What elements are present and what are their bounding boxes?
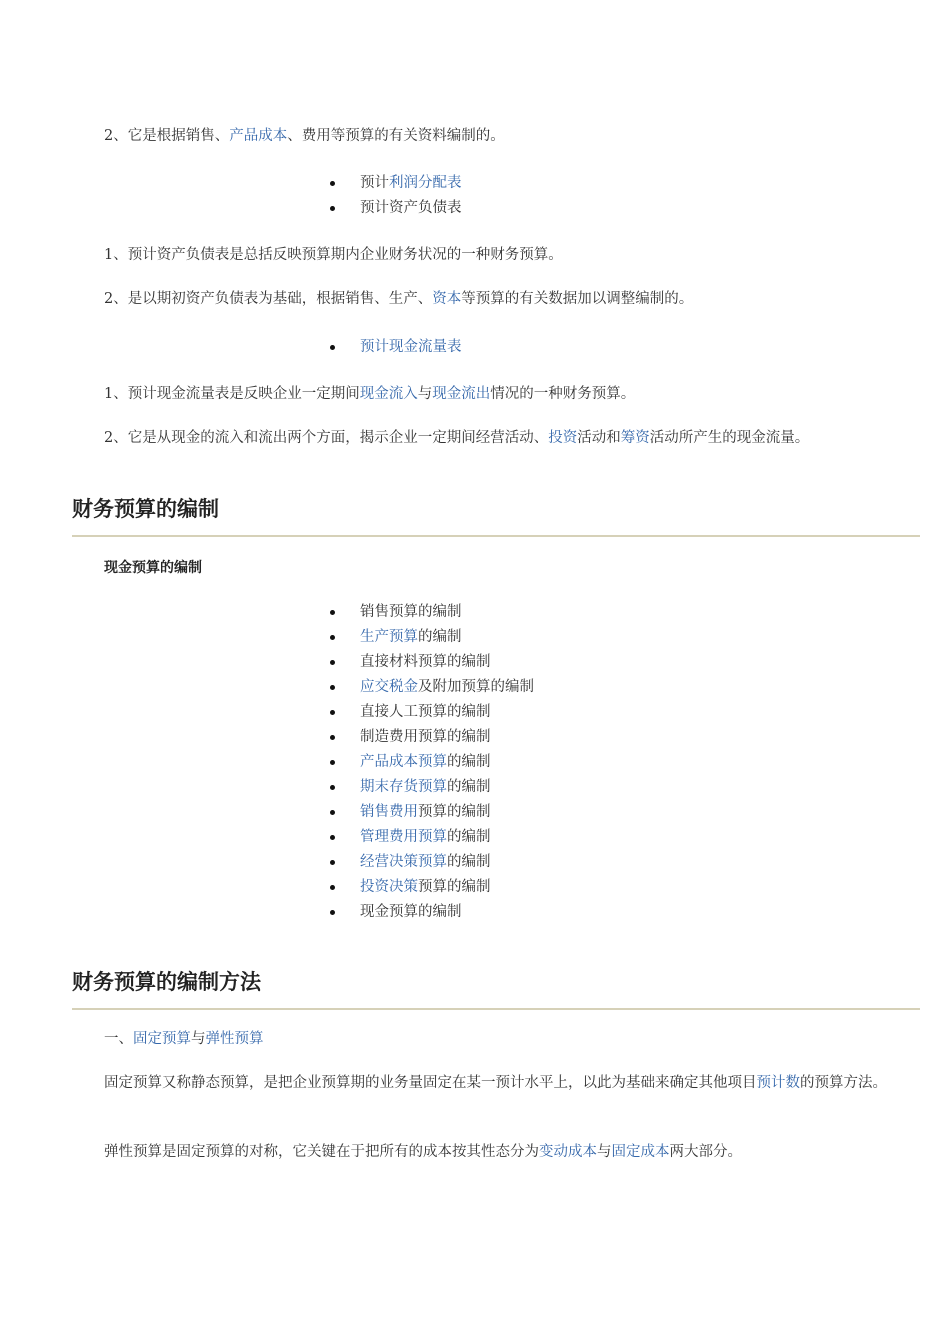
list-item — [328, 875, 534, 900]
text-run: 预计资产负债表 — [360, 200, 462, 216]
paragraph-flexible-budget — [72, 1140, 920, 1165]
text-run: 直接人工预算的编制 — [360, 704, 491, 720]
list-item — [328, 725, 534, 750]
text-run: 的编制 — [447, 754, 491, 770]
paragraph-balance-sheet-basis — [72, 287, 920, 312]
bullet-list-budget-items — [328, 600, 534, 925]
inline-link[interactable]: 现金流出 — [432, 386, 491, 402]
paragraph-cashflow-scope — [72, 426, 920, 451]
inline-link[interactable]: 利润分配表 — [389, 175, 462, 191]
inline-link[interactable]: 期末存货预算 — [360, 779, 447, 795]
list-item — [328, 675, 534, 700]
inline-link[interactable]: 筹资 — [620, 430, 650, 446]
bullet-list-budget-forms — [328, 171, 462, 221]
paragraph-budget-basis — [72, 124, 920, 149]
list-item — [328, 335, 462, 360]
list-item — [328, 825, 534, 850]
inline-link[interactable]: 管理费用预算 — [360, 829, 447, 845]
paragraph-balance-sheet-def: 1、预计资产负债表是总括反映预算期内企业财务状况的一种财务预算。 — [104, 247, 563, 263]
list-item — [328, 850, 534, 875]
text-run: 及附加预算的编制 — [418, 679, 534, 695]
inline-link[interactable]: 变动成本 — [539, 1144, 597, 1160]
inline-link[interactable]: 预计数 — [756, 1075, 800, 1091]
section-heading-budget-compilation: 财务预算的编制 — [72, 493, 920, 537]
text-run: 的编制 — [447, 829, 491, 845]
text-run: 与 — [597, 1144, 612, 1160]
bullet-list-cashflow — [328, 335, 462, 360]
text-run: 的编制 — [418, 629, 462, 645]
text-run: 与 — [417, 386, 433, 402]
text-run: 的编制 — [447, 779, 491, 795]
list-item — [328, 775, 534, 800]
list-item — [328, 700, 534, 725]
text-run: 1、预计现金流量表是反映企业一定期间 — [104, 386, 360, 402]
text-run: 销售预算的编制 — [360, 604, 462, 620]
list-item — [328, 171, 462, 196]
text-run: 2、它是根据销售、 — [104, 128, 230, 144]
inline-link[interactable]: 生产预算 — [360, 629, 418, 645]
inline-link[interactable]: 经营决策预算 — [360, 854, 447, 870]
text-run: 预算的编制 — [418, 804, 491, 820]
text-run: 一、 — [104, 1031, 133, 1047]
inline-link[interactable]: 固定预算 — [133, 1031, 191, 1047]
text-run: 情况的一种财务预算。 — [490, 386, 636, 402]
text-run: 的预算方法。 — [800, 1075, 887, 1091]
text-run: 弹性预算是固定预算的对称，它关键在于把所有的成本按其性态分为 — [104, 1144, 539, 1160]
inline-link[interactable]: 销售费用 — [360, 804, 418, 820]
paragraph-methods-title — [72, 1027, 920, 1052]
text-run: 活动所产生的现金流量。 — [649, 430, 810, 446]
inline-link[interactable]: 预计现金流量表 — [360, 339, 462, 355]
text-run: 固定预算又称静态预算，是把企业预算期的业务量固定在某一预计水平上，以此为基础来确定其他项目 — [104, 1075, 757, 1091]
inline-link[interactable]: 投资决策 — [360, 879, 418, 895]
text-run: 与 — [191, 1031, 206, 1047]
list-item — [328, 600, 534, 625]
inline-link[interactable]: 现金流入 — [359, 386, 418, 402]
inline-link[interactable]: 资本 — [432, 291, 462, 307]
text-run: 预算的编制 — [418, 879, 491, 895]
list-item — [328, 900, 534, 925]
paragraph-fixed-budget — [72, 1071, 920, 1096]
text-run: 活动和 — [577, 430, 621, 446]
text-run: 等预算的有关数据加以调整编制的。 — [461, 291, 694, 307]
inline-link[interactable]: 投资 — [548, 430, 578, 446]
list-item — [328, 650, 534, 675]
text-run: 两大部分。 — [669, 1144, 742, 1160]
inline-link[interactable]: 固定成本 — [611, 1144, 670, 1160]
list-item — [328, 625, 534, 650]
paragraph-cashflow-def — [72, 382, 920, 407]
inline-link[interactable]: 弹性预算 — [205, 1031, 264, 1047]
inline-link[interactable]: 产品成本预算 — [360, 754, 447, 770]
list-item — [328, 800, 534, 825]
text-run: 制造费用预算的编制 — [360, 729, 491, 745]
section-heading-budget-methods: 财务预算的编制方法 — [72, 966, 920, 1010]
inline-link[interactable]: 产品成本 — [229, 128, 288, 144]
text-run: 2、是以期初资产负债表为基础，根据销售、生产、 — [104, 291, 433, 307]
text-run: 现金预算的编制 — [360, 904, 462, 920]
text-run: 2、它是从现金的流入和流出两个方面，揭示企业一定期间经营活动、 — [104, 430, 549, 446]
list-item — [328, 750, 534, 775]
text-run: 的编制 — [447, 854, 491, 870]
text-run: 直接材料预算的编制 — [360, 654, 491, 670]
subheading-cash-budget: 现金预算的编制 — [104, 560, 202, 576]
inline-link[interactable]: 应交税金 — [360, 679, 418, 695]
list-item — [328, 196, 462, 221]
text-run: 预计 — [360, 175, 389, 191]
text-run: 、费用等预算的有关资料编制的。 — [287, 128, 505, 144]
